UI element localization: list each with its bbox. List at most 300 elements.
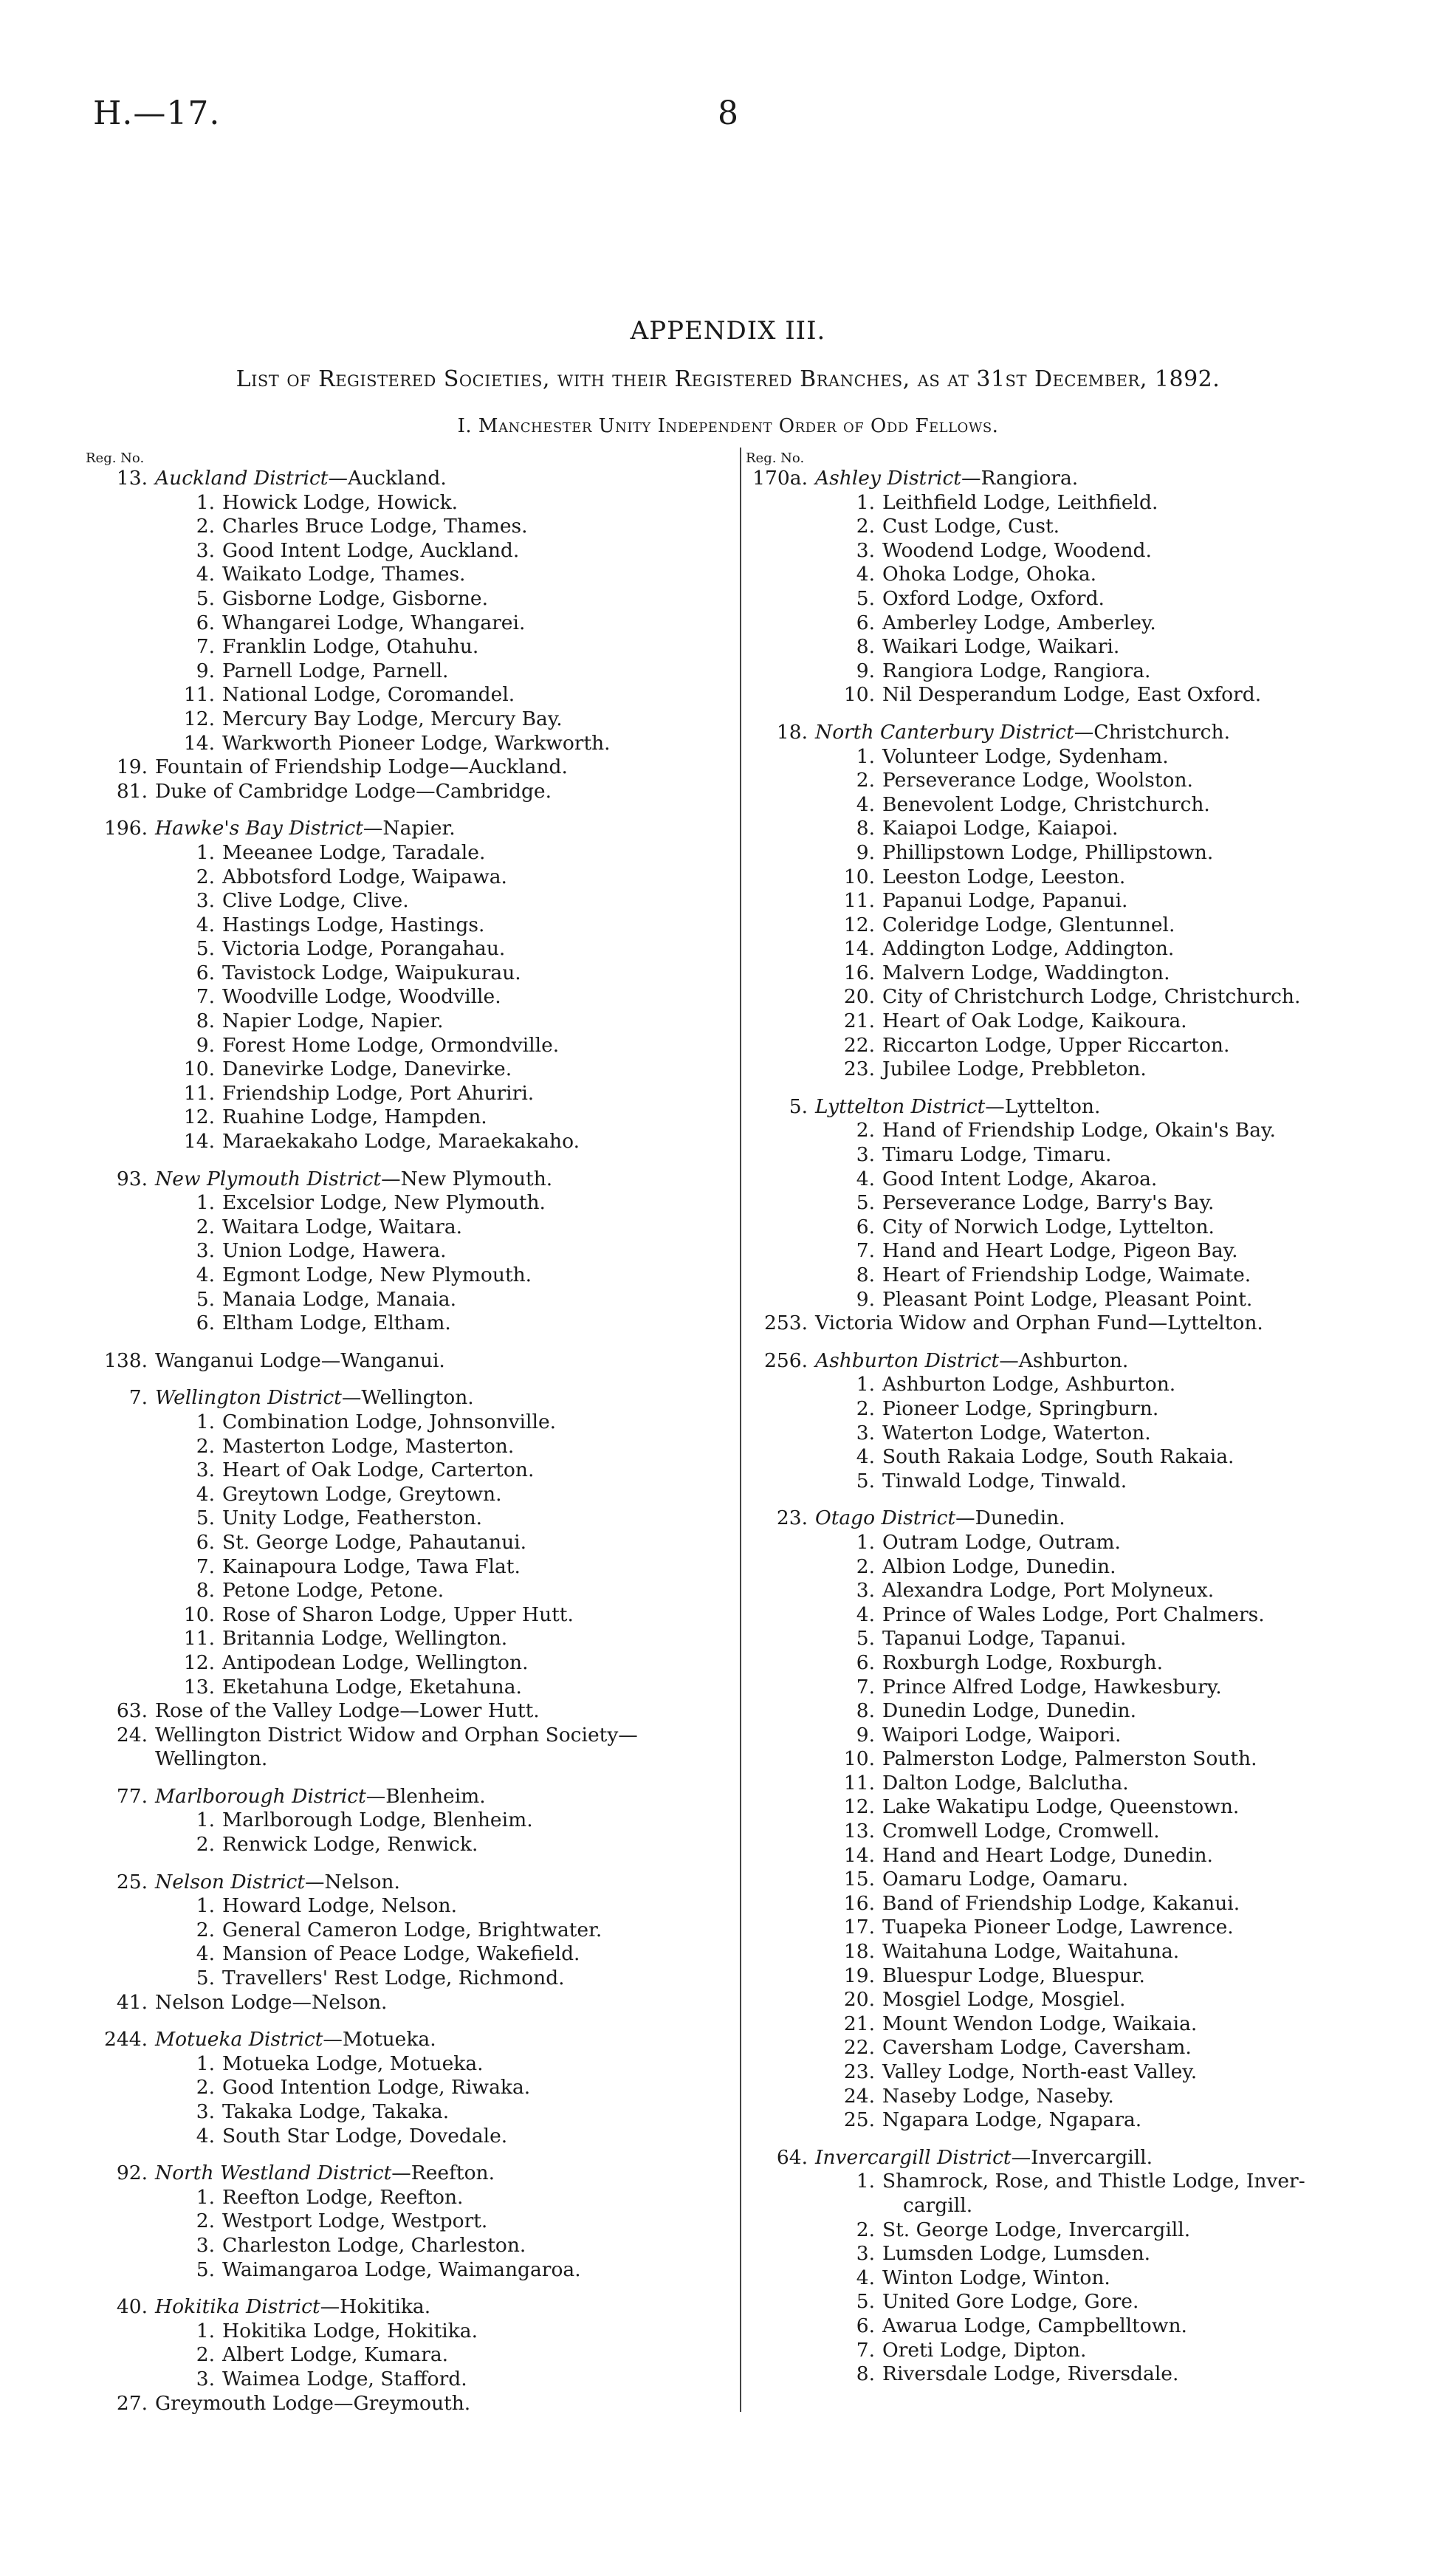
lodge-entry <box>86 707 765 732</box>
lodge-name: National Lodge, Coromandel. <box>222 683 515 707</box>
appendix-title: APPENDIX III. <box>630 316 826 346</box>
lodge-name: Union Lodge, Hawera. <box>222 1239 447 1263</box>
lodge-name: Forest Home Lodge, Ormondville. <box>222 1033 560 1057</box>
lodge-name: Volunteer Lodge, Sydenham. <box>882 744 1169 768</box>
reg-number: 13. <box>116 467 148 490</box>
list-title: List of Registered Societies, with their Registered Branches, as at 31st December, 1892. <box>236 366 1220 392</box>
district-name: Hawke's Bay District <box>155 817 363 840</box>
lodge-name: Good Intent Lodge, Auckland. <box>222 538 520 562</box>
standalone-society <box>86 1724 765 1748</box>
lodge-number: 2. <box>196 2210 215 2233</box>
lodge-number: 4. <box>856 792 875 816</box>
lodge-entry <box>86 587 765 611</box>
lodge-name: Waitara Lodge, Waitara. <box>222 1215 463 1238</box>
lodge-number: 2. <box>856 515 875 538</box>
society-group <box>746 721 1410 1082</box>
lodge-number: 4. <box>196 2124 215 2147</box>
lodge-entry <box>86 1288 765 1312</box>
district-title <box>808 1506 1065 1529</box>
lodge-number: 2. <box>856 1396 875 1420</box>
reg-number: 64. <box>776 2145 808 2169</box>
lodge-entry <box>86 1058 765 1082</box>
lodge-name: Egmont Lodge, New Plymouth. <box>222 1264 532 1286</box>
lodge-entry <box>86 1651 765 1676</box>
lodge-number: 11. <box>843 1771 875 1795</box>
lodge-number: 6. <box>856 1215 875 1238</box>
lodge-entry <box>746 1651 1410 1676</box>
reg-no-label: Reg. No. <box>86 450 145 466</box>
lodge-number: 16. <box>843 1891 875 1915</box>
lodge-name: Band of Friendship Lodge, Kakanui. <box>882 1891 1240 1915</box>
reg-number: 24. <box>116 1723 148 1747</box>
lodge-entry <box>86 1603 765 1628</box>
lodge-entry <box>746 2314 1410 2339</box>
lodge-name: Mercury Bay Lodge, Mercury Bay. <box>222 707 563 730</box>
lodge-name: Danevirke Lodge, Danevirke. <box>222 1058 512 1081</box>
lodge-name: Reefton Lodge, Reefton. <box>222 2185 464 2209</box>
lodge-name: St. George Lodge, Invercargill. <box>882 2218 1191 2241</box>
lodge-number: 9. <box>856 1723 875 1747</box>
lodge-name: Hand of Friendship Lodge, Okain's Bay. <box>882 1119 1276 1142</box>
lodge-entry <box>746 1373 1410 1397</box>
lodge-entry <box>86 2320 765 2344</box>
lodge-name: Renwick Lodge, Renwick. <box>222 1833 478 1857</box>
lodge-name: South Star Lodge, Dovedale. <box>222 2124 508 2147</box>
lodge-entry <box>86 2076 765 2100</box>
lodge-number: 6. <box>196 1312 215 1335</box>
lodge-entry <box>746 817 1410 841</box>
lodge-number: 4. <box>196 1942 215 1966</box>
district-name: Auckland District <box>155 467 329 490</box>
lodge-number: 15. <box>843 1868 875 1891</box>
lodge-entry <box>746 745 1410 769</box>
lodge-name: Riversdale Lodge, Riversdale. <box>882 2362 1179 2386</box>
district-heading <box>86 1349 765 1374</box>
lodge-number: 4. <box>196 913 215 936</box>
reg-number: 7. <box>128 1386 148 1410</box>
lodge-number: 1. <box>196 2185 215 2209</box>
lodge-name: General Cameron Lodge, Brightwater. <box>222 1918 602 1941</box>
lodge-number: 3. <box>856 1579 875 1602</box>
lodge-number: 4. <box>856 1445 875 1469</box>
lodge-name: Heart of Friendship Lodge, Waimate. <box>882 1264 1251 1286</box>
district-title <box>808 2146 1153 2169</box>
lodge-number: 21. <box>843 2012 875 2035</box>
lodge-name: Kaiapoi Lodge, Kaiapoi. <box>882 817 1119 840</box>
lodge-number: 6. <box>196 611 215 634</box>
district-place: —Wellington. <box>341 1386 474 1410</box>
lodge-number: 13. <box>183 1675 215 1699</box>
district-heading <box>86 817 765 841</box>
lodge-entry <box>746 2012 1410 2037</box>
society-name: Greymouth Lodge—Greymouth. <box>155 2391 471 2415</box>
lodge-entry <box>86 1833 765 1857</box>
standalone-society <box>86 2392 765 2416</box>
district-heading <box>746 2146 1410 2170</box>
lodge-name: Howard Lodge, Nelson. <box>222 1894 457 1918</box>
lodge-entry <box>746 611 1410 636</box>
lodge-name: Nil Desperandum Lodge, East Oxford. <box>882 683 1262 707</box>
lodge-number: 1. <box>196 1191 215 1215</box>
lodge-entry <box>746 2242 1410 2266</box>
district-name: North Canterbury District <box>815 720 1074 744</box>
lodge-name: Dunedin Lodge, Dunedin. <box>882 1699 1136 1723</box>
lodge-entry <box>86 2258 765 2283</box>
lodge-name: Pioneer Lodge, Springburn. <box>882 1396 1159 1420</box>
district-name: New Plymouth District <box>155 1167 382 1190</box>
lodge-name: Whangarei Lodge, Whangarei. <box>222 611 526 634</box>
lodge-number: 2. <box>196 1215 215 1238</box>
lodge-name: Mansion of Peace Lodge, Wakefield. <box>222 1942 580 1966</box>
lodge-number: 7. <box>196 1554 215 1578</box>
district-heading <box>746 467 1410 491</box>
lodge-name: Ashburton Lodge, Ashburton. <box>882 1373 1176 1396</box>
lodge-entry <box>86 2210 765 2234</box>
lodge-entry <box>746 1143 1410 1168</box>
lodge-entry <box>746 841 1410 865</box>
lodge-name: Leithfield Lodge, Leithfield. <box>882 490 1158 514</box>
district-name: Lyttelton District <box>815 1094 986 1118</box>
lodge-number: 12. <box>843 913 875 936</box>
district-heading <box>86 1785 765 1809</box>
lodge-number: 5. <box>196 937 215 961</box>
lodge-name: Waikari Lodge, Waikari. <box>882 635 1120 659</box>
lodge-name: Ngapara Lodge, Ngapara. <box>882 2108 1142 2132</box>
reg-number: 77. <box>116 1784 148 1808</box>
lodge-number: 14. <box>183 1130 215 1154</box>
lodge-entry <box>86 865 765 890</box>
lodge-name: Heart of Oak Lodge, Carterton. <box>222 1458 535 1482</box>
society-group <box>86 2295 765 2416</box>
lodge-number: 6. <box>856 611 875 634</box>
district-heading <box>86 1386 765 1410</box>
lodge-name: Albert Lodge, Kumara. <box>222 2343 449 2367</box>
lodge-name: Coleridge Lodge, Glentunnel. <box>882 913 1175 936</box>
lodge-name: City of Christchurch Lodge, Christchurch. <box>882 985 1301 1009</box>
lodge-entry <box>746 2108 1410 2133</box>
lodge-entry <box>86 2052 765 2077</box>
lodge-entry <box>746 1820 1410 1844</box>
right-column <box>746 450 1410 2400</box>
lodge-name: Waitahuna Lodge, Waitahuna. <box>882 1940 1180 1964</box>
lodge-name: Amberley Lodge, Amberley. <box>882 611 1156 634</box>
lodge-entry <box>86 962 765 986</box>
lodge-name: Mount Wendon Lodge, Waikaia. <box>882 2012 1198 2035</box>
lodge-name: Waipori Lodge, Waipori. <box>882 1723 1122 1747</box>
lodge-name: Victoria Lodge, Porangahau. <box>222 937 506 961</box>
lodge-number: 6. <box>856 2314 875 2337</box>
lodge-name: United Gore Lodge, Gore. <box>882 2290 1139 2314</box>
reg-number: 19. <box>116 755 148 779</box>
lodge-name: Jubilee Lodge, Prebbleton. <box>882 1058 1147 1081</box>
lodge-number: 1. <box>856 2170 875 2193</box>
lodge-name: Petone Lodge, Petone. <box>222 1579 444 1602</box>
lodge-name: Manaia Lodge, Manaia. <box>222 1287 457 1311</box>
district-place: —Reefton. <box>391 2162 495 2185</box>
lodge-number: 2. <box>856 1554 875 1578</box>
lodge-entry <box>86 1435 765 1459</box>
lodge-entry <box>86 1410 765 1435</box>
district-heading <box>746 1349 1410 1374</box>
lodge-number: 12. <box>183 1651 215 1674</box>
lodge-entry <box>86 2100 765 2125</box>
lodge-name: Howick Lodge, Howick. <box>222 490 459 514</box>
district-place: —Blenheim. <box>365 1784 486 1808</box>
lodge-entry <box>86 611 765 636</box>
lodge-entry <box>746 769 1410 793</box>
lodge-name: Rose of Sharon Lodge, Upper Hutt. <box>222 1602 574 1626</box>
lodge-name: Travellers' Rest Lodge, Richmond. <box>222 1967 565 1990</box>
lodge-number: 22. <box>843 1033 875 1057</box>
lodge-number: 3. <box>856 1143 875 1167</box>
district-title <box>148 467 447 490</box>
lodge-number: 5. <box>196 1967 215 1990</box>
lodge-name: St. George Lodge, Pahautanui. <box>222 1530 527 1554</box>
lodge-number: 2. <box>856 2218 875 2241</box>
lodge-number: 4. <box>196 1482 215 1506</box>
district-title <box>148 1871 400 1893</box>
lodge-name: Hand and Heart Lodge, Pigeon Bay. <box>882 1239 1238 1263</box>
district-heading <box>746 721 1410 745</box>
reg-number: 81. <box>116 779 148 803</box>
lodge-name: Ruahine Lodge, Hampden. <box>222 1106 487 1129</box>
district-place: —New Plymouth. <box>381 1167 553 1190</box>
lodge-name: Prince of Wales Lodge, Port Chalmers. <box>882 1602 1265 1626</box>
lodge-name: Abbotsford Lodge, Waipawa. <box>222 865 507 888</box>
lodge-name: Tuapeka Pioneer Lodge, Lawrence. <box>882 1916 1234 1939</box>
district-place: —Auckland. <box>328 467 447 490</box>
society-group <box>86 817 765 1154</box>
society-group <box>86 2028 765 2148</box>
lodge-number: 10. <box>843 1747 875 1771</box>
lodge-name: Gisborne Lodge, Gisborne. <box>222 586 489 610</box>
lodge-name: Masterton Lodge, Masterton. <box>222 1434 515 1458</box>
district-place: —Ashburton. <box>999 1348 1129 1372</box>
district-heading <box>86 2295 765 2320</box>
lodge-name: Tapanui Lodge, Tapanui. <box>882 1627 1127 1651</box>
lodge-number: 1. <box>856 744 875 768</box>
left-column <box>86 450 765 2429</box>
lodge-number: 2. <box>196 2343 215 2367</box>
lodge-name: Woodville Lodge, Woodville. <box>222 985 501 1009</box>
lodge-name: South Rakaia Lodge, South Rakaia. <box>882 1445 1234 1469</box>
lodge-entry <box>86 841 765 865</box>
lodge-entry <box>86 2125 765 2149</box>
document-reference: H.—17. <box>93 95 221 132</box>
lodge-entry <box>86 1894 765 1919</box>
lodge-number: 2. <box>196 2076 215 2099</box>
lodge-name: Kainapoura Lodge, Tawa Flat. <box>222 1554 521 1578</box>
reg-number: 253. <box>763 1312 808 1335</box>
society-name: Victoria Widow and Orphan Fund—Lyttelton. <box>815 1312 1263 1335</box>
lodge-number: 2. <box>856 769 875 792</box>
society-name-continued: Wellington. <box>155 1747 268 1771</box>
lodge-name: Motueka Lodge, Motueka. <box>222 2051 484 2075</box>
lodge-entry <box>86 1967 765 1991</box>
district-name: Marlborough District <box>155 1784 366 1808</box>
lodge-entry <box>86 1627 765 1651</box>
lodge-entry <box>746 2085 1410 2109</box>
society-name: Nelson Lodge—Nelson. <box>155 1990 388 2014</box>
lodge-name: Ohoka Lodge, Ohoka. <box>882 563 1097 586</box>
lodge-name: Dalton Lodge, Balclutha. <box>882 1771 1129 1795</box>
reg-number: 170a. <box>752 467 808 490</box>
lodge-name: Shamrock, Rose, and Thistle Lodge, Inver- <box>882 2170 1305 2193</box>
lodge-number: 4. <box>196 1264 215 1286</box>
lodge-entry <box>86 1579 765 1603</box>
lodge-entry <box>86 1191 765 1216</box>
lodge-entry <box>746 1397 1410 1422</box>
lodge-entry <box>746 1724 1410 1748</box>
lodge-name: Napier Lodge, Napier. <box>222 1010 444 1033</box>
lodge-number: 2. <box>196 515 215 538</box>
lodge-entry <box>86 1082 765 1106</box>
district-heading <box>746 1095 1410 1120</box>
lodge-entry <box>746 1747 1410 1772</box>
lodge-number: 19. <box>843 1964 875 1987</box>
lodge-entry <box>746 889 1410 913</box>
lodge-name: Prince Alfred Lodge, Hawkesbury. <box>882 1675 1222 1699</box>
lodge-number: 13. <box>843 1820 875 1843</box>
lodge-entry <box>746 2339 1410 2363</box>
lodge-name: Lake Wakatipu Lodge, Queenstown. <box>882 1795 1240 1819</box>
lodge-entry <box>746 2362 1410 2387</box>
lodge-entry <box>86 1010 765 1034</box>
lodge-name: Valley Lodge, North-east Valley. <box>882 2060 1198 2083</box>
lodge-entry <box>86 539 765 563</box>
lodge-name: Oamaru Lodge, Oamaru. <box>882 1868 1129 1891</box>
society-group <box>86 1871 765 2015</box>
lodge-number: 5. <box>856 1469 875 1492</box>
lodge-entry <box>86 1216 765 1240</box>
lodge-name: Outram Lodge, Outram. <box>882 1530 1121 1554</box>
lodge-name: Bluespur Lodge, Bluespur. <box>882 1964 1145 1987</box>
lodge-number: 3. <box>196 889 215 913</box>
district-name: Ashburton District <box>815 1348 1000 1372</box>
society-group <box>86 1386 765 1772</box>
lodge-name: Roxburgh Lodge, Roxburgh. <box>882 1651 1164 1674</box>
lodge-name: Excelsior Lodge, New Plymouth. <box>222 1191 546 1215</box>
lodge-name: Rangiora Lodge, Rangiora. <box>882 659 1151 682</box>
lodge-entry <box>86 1555 765 1580</box>
lodge-number: 7. <box>856 1239 875 1263</box>
lodge-name: Eltham Lodge, Eltham. <box>222 1312 451 1335</box>
society-name: Wellington District Widow and Orphan Society— <box>155 1723 638 1747</box>
district-heading <box>746 1506 1410 1531</box>
lodge-entry <box>86 1506 765 1531</box>
lodge-entry <box>746 1603 1410 1628</box>
lodge-name-continued: cargill. <box>903 2193 973 2217</box>
lodge-number: 7. <box>196 985 215 1009</box>
district-place: —Napier. <box>363 817 456 840</box>
lodge-name: Alexandra Lodge, Port Molyneux. <box>882 1579 1215 1602</box>
lodge-number: 3. <box>196 2367 215 2390</box>
lodge-entry <box>86 1264 765 1288</box>
lodge-name: Hastings Lodge, Hastings. <box>222 913 485 936</box>
lodge-entry <box>746 1699 1410 1724</box>
lodge-name: Perseverance Lodge, Woolston. <box>882 769 1193 792</box>
society-group <box>746 1095 1410 1336</box>
lodge-entry <box>746 1579 1410 1603</box>
standalone-society <box>746 1312 1410 1336</box>
lodge-number: 16. <box>843 961 875 984</box>
lodge-number: 23. <box>843 1058 875 1081</box>
lodge-number: 10. <box>843 865 875 888</box>
lodge-name: Benevolent Lodge, Christchurch. <box>882 792 1210 816</box>
lodge-entry <box>86 913 765 938</box>
lodge-name: Woodend Lodge, Woodend. <box>882 538 1152 562</box>
lodge-entry <box>746 1288 1410 1312</box>
lodge-entry <box>746 1239 1410 1264</box>
lodge-number: 8. <box>856 817 875 840</box>
lodge-entry <box>746 1531 1410 1555</box>
lodge-name: Winton Lodge, Winton. <box>882 2266 1110 2289</box>
lodge-entry <box>746 1445 1410 1470</box>
lodge-number: 20. <box>843 1988 875 2012</box>
district-place: —Nelson. <box>305 1870 400 1893</box>
lodge-number: 7. <box>856 1675 875 1699</box>
lodge-entry <box>86 515 765 539</box>
lodge-number: 8. <box>856 1264 875 1286</box>
district-name: Invercargill District <box>815 2145 1012 2169</box>
lodge-number: 1. <box>196 490 215 514</box>
standalone-society <box>86 1991 765 2015</box>
lodge-number: 11. <box>843 889 875 913</box>
lodge-entry <box>746 1940 1410 1964</box>
lodge-entry <box>86 985 765 1010</box>
lodge-name: Westport Lodge, Westport. <box>222 2210 488 2233</box>
lodge-number: 3. <box>196 538 215 562</box>
lodge-entry <box>746 962 1410 986</box>
lodge-entry <box>86 732 765 756</box>
lodge-name: Greytown Lodge, Greytown. <box>222 1482 502 1506</box>
district-heading <box>86 2028 765 2052</box>
reg-number: 138. <box>103 1348 148 1372</box>
lodge-entry <box>86 2368 765 2392</box>
lodge-number: 11. <box>183 683 215 707</box>
lodge-number: 10. <box>843 683 875 707</box>
lodge-number: 5. <box>196 2258 215 2281</box>
lodge-number: 1. <box>196 1894 215 1918</box>
lodge-entry <box>86 491 765 515</box>
lodge-name: Cust Lodge, Cust. <box>882 515 1060 538</box>
district-place: —Lyttelton. <box>985 1094 1101 1118</box>
district-title <box>808 467 1078 490</box>
society-group <box>746 1349 1410 1494</box>
lodge-entry <box>746 515 1410 539</box>
district-place: —Hokitika. <box>320 2295 431 2319</box>
lodge-name: Tavistock Lodge, Waipukurau. <box>222 961 521 984</box>
society-name: Fountain of Friendship Lodge—Auckland. <box>155 755 568 779</box>
lodge-number: 5. <box>196 586 215 610</box>
lodge-entry <box>86 2186 765 2210</box>
lodge-number: 3. <box>856 1421 875 1444</box>
lodge-number: 3. <box>856 538 875 562</box>
lodge-entry <box>746 1264 1410 1288</box>
lodge-name: Hokitika Lodge, Hokitika. <box>222 2319 478 2342</box>
lodge-entry <box>746 1422 1410 1446</box>
lodge-entry <box>746 913 1410 938</box>
lodge-number: 4. <box>856 563 875 586</box>
district-title <box>808 1095 1100 1118</box>
standalone-society <box>86 1699 765 1724</box>
society-group <box>86 1168 765 1336</box>
lodge-entry <box>746 937 1410 962</box>
lodge-name: Lumsden Lodge, Lumsden. <box>882 2242 1151 2266</box>
district-title <box>148 1785 486 1808</box>
lodge-entry <box>86 659 765 684</box>
lodge-entry <box>746 2218 1410 2243</box>
